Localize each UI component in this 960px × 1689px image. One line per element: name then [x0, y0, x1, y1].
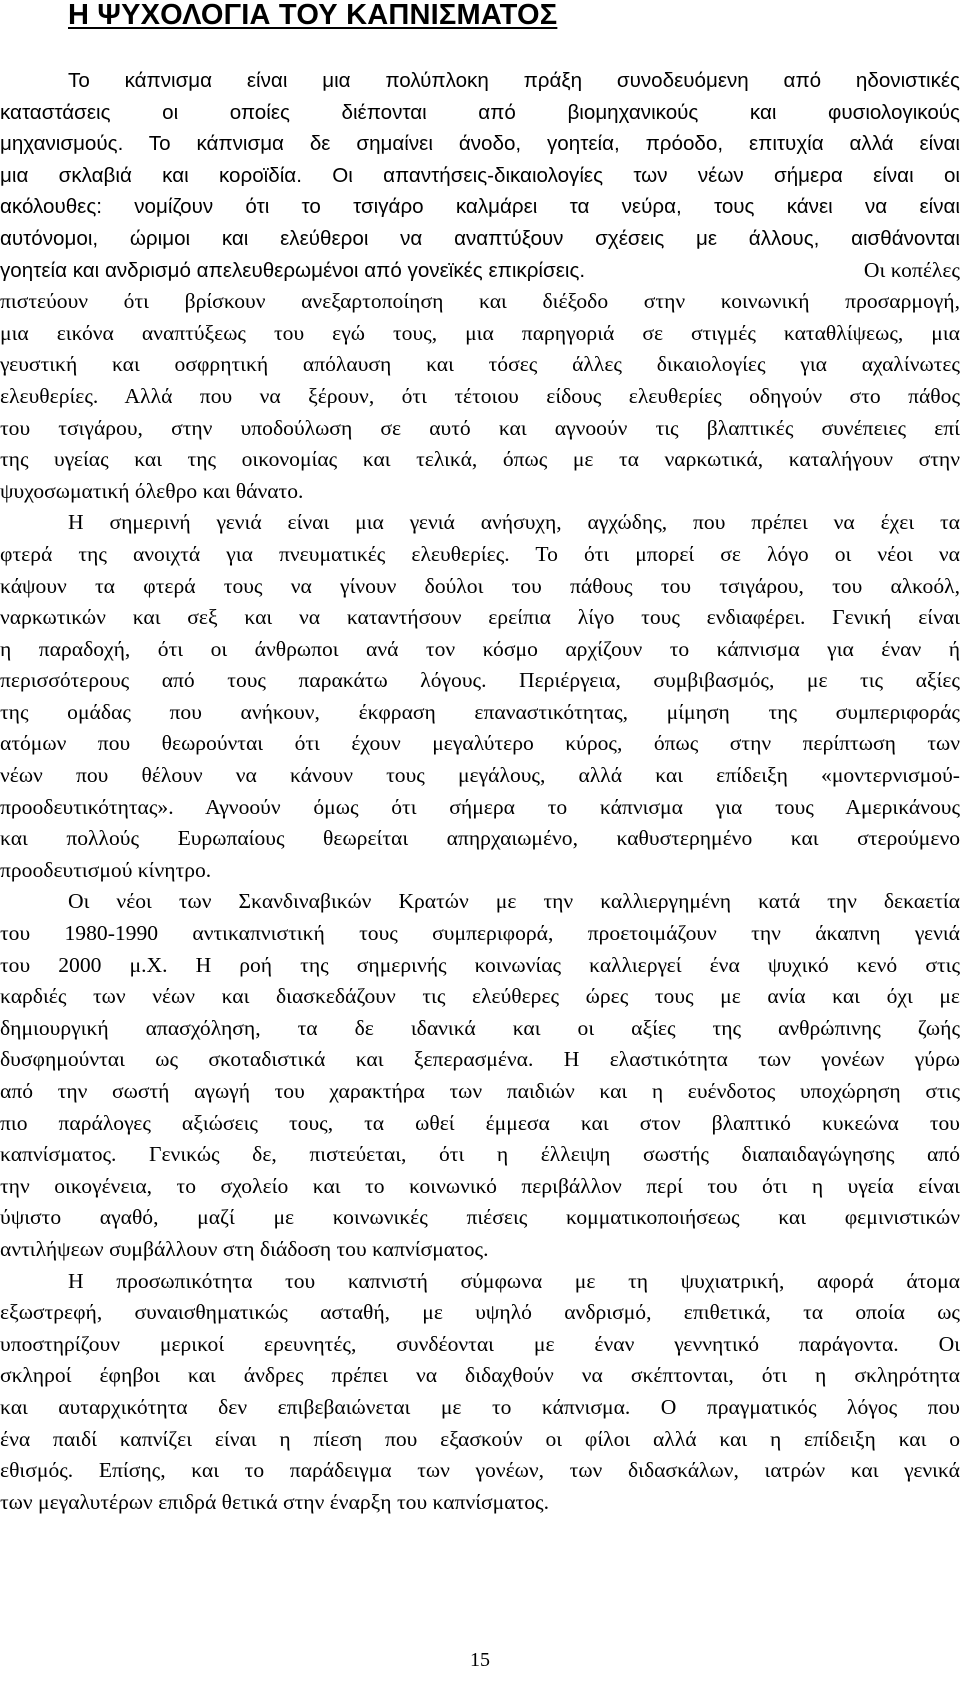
- text-line: Η προσωπικότητα του καπνιστή σύμφωνα με τη ψυχιατρική, αφορά άτομα: [68, 1268, 960, 1293]
- mixed-line: [0, 255, 960, 287]
- text-line: προοδευτισμού κίνητρο.: [0, 857, 212, 882]
- text-line: μηχανισμούς. Το κάπνισμα δε σημαίνει άνοδο, γοητεία, πρόοδο, επιτυχία αλλά είναι: [0, 132, 960, 156]
- text-line: Το κάπνισμα είναι μια πολύπλοκη πράξη συνοδευόμενη από ηδονιστικές: [68, 69, 960, 92]
- text-line: καταστάσεις οι οποίες διέπονται από βιομηχανικούς και φυσιολογικούς: [0, 100, 960, 124]
- text-line: ψυχοσωματική όλεθρο και θάνατο.: [0, 478, 304, 503]
- text-line: ατόμων που θεωρούνται ότι έχουν μεγαλύτερο κύρος, όπως στην περίπτωση των: [0, 731, 960, 756]
- text-line: εξωστρεφή, συναισθηματικώς ασταθή, με υψηλό ανδρισμό, επιθετικά, τα οποία ως: [0, 1300, 960, 1325]
- text-line: του 2000 μ.Χ. Η ροή της σημερινής κοινωνίας καλλιεργεί ένα ψυχικό κενό στις: [0, 952, 960, 977]
- text-line: πιστεύουν ότι βρίσκουν ανεξαρτοποίηση και διέξοδο στην κοινωνική προσαρμογή,: [0, 289, 960, 314]
- text-line: περισσότερους από τους παρακάτω λόγους. Περιέργεια, συμβιβασμός, με τις αξίες: [0, 668, 960, 693]
- text-line: η παραδοχή, ότι οι άνθρωποι ανά τον κόσμο αρχίζουν το κάπνισμα για έναν ή: [0, 636, 960, 661]
- text-line: σκληροί έφηβοι και άνδρες πρέπει να διδαχθούν να σκέπτονται, ότι η σκληρότητα: [0, 1363, 960, 1388]
- paragraph-1-continuation: [0, 286, 960, 507]
- text-line: νέων που θέλουν να κάνουν τους μεγάλους, αλλά και επίδειξη «μοντερνισμού-: [0, 763, 960, 788]
- text-segment: γοητεία και ανδρισμό απελευθερωμένοι από γονεϊκές επικρίσεις.: [0, 258, 586, 282]
- text-line: της υγείας και της οικονομίας και τελικά, όπως με τα ναρκωτικά, καταλήγουν στην: [0, 447, 960, 472]
- text-line: ύψιστο αγαθό, μαζί με κοινωνικές πιέσεις κομματικοποιήσεως και φεμινιστικών: [0, 1205, 960, 1230]
- text-line: ένα παιδί καπνίζει είναι η πίεση που εξασκούν οι φίλοι αλλά και η επίδειξη και ο: [0, 1426, 960, 1451]
- text-line: καρδιές των νέων και διασκεδάζουν τις ελεύθερες ώρες τους με ανία και όχι με: [0, 984, 960, 1009]
- text-line: υποστηρίζουν μερικοί ερευνητές, συνδέονται με έναν γεννητικό παράγοντα. Οι: [0, 1331, 960, 1356]
- text-line: πιο παράλογες αξιώσεις τους, τα ωθεί έμμεσα και στον βλαπτικό κυκεώνα του: [0, 1110, 960, 1135]
- text-line: και πολλούς Ευρωπαίους θεωρείται απηρχαιωμένο, καθυστερημένο και στερούμενο: [0, 826, 960, 851]
- text-line: του τσιγάρου, στην υποδούλωση σε αυτό και αγνοούν τις βλαπτικές συνέπειες επί: [0, 415, 960, 440]
- text-line: κάψουν τα φτερά τους να γίνουν δούλοι του πάθους του τσιγάρου, του αλκοόλ,: [0, 573, 960, 598]
- paragraph-4: [0, 1266, 960, 1519]
- text-line: του 1980-1990 αντικαπνιστική τους συμπεριφορά, προετοιμάζουν την άκαπνη γενιά: [0, 921, 960, 946]
- text-line: μια σκλαβιά και κοροϊδία. Οι απαντήσεις-δικαιολογίες των νέων σήμερα είναι οι: [0, 163, 960, 187]
- text-line: από την σωστή αγωγή του χαρακτήρα των παιδιών και η ευένδοτος υποχώρηση στις: [0, 1079, 960, 1103]
- paragraph-3: [0, 886, 960, 1265]
- text-line: αντιλήψεων συμβάλλουν στη διάδοση του καπνίσματος.: [0, 1236, 489, 1261]
- text-line: των μεγαλυτέρων επιδρά θετικά στην έναρξη του καπνίσματος.: [0, 1489, 549, 1514]
- text-line: της ομάδας που ανήκουν, έκφραση επαναστικότητας, μίμηση της συμπεριφοράς: [0, 699, 960, 724]
- text-line: αυτόνομοι, ώριμοι και ελεύθεροι να αναπτύξουν σχέσεις με άλλους, αισθάνονται: [0, 226, 960, 250]
- text-line: ελευθερίες. Αλλά που να ξέρουν, ότι τέτοιου είδους ελευθερίες οδηγούν στο πάθος: [0, 383, 960, 408]
- text-line: μια εικόνα αναπτύξεως του εγώ τους, μια παρηγοριά σε στιγμές καταθλίψεως, μια: [0, 320, 960, 345]
- text-line: Οι νέοι των Σκανδιναβικών Κρατών με την καλλιεργημένη κατά την δεκαετία: [68, 889, 960, 914]
- text-line: ακόλουθες: νομίζουν ότι το τσιγάρο καλμάρει τα νεύρα, τους κάνει να είναι: [0, 195, 960, 219]
- text-line: εθισμός. Επίσης, και το παράδειγμα των γονέων, των διδασκάλων, ιατρών και γενικά: [0, 1458, 960, 1483]
- body-text: [0, 65, 960, 1518]
- text-line: φτερά της ανοιχτά για πνευματικές ελευθερίες. Το ότι μπορεί σε λόγο οι νέοι να: [0, 541, 960, 566]
- text-segment: Οι κοπέλες: [863, 257, 960, 282]
- text-line: Η σημερινή γενιά είναι μια γενιά ανήσυχη, αγχώδης, που πρέπει να έχει τα: [68, 510, 960, 535]
- text-line: και αυταρχικότητα δεν επιβεβαιώνεται με το κάπνισμα. Ο πραγματικός λόγος που: [0, 1394, 960, 1419]
- text-line: την οικογένεια, το σχολείο και το κοινωνικό περιβάλλον περί του ότι η υγεία είναι: [0, 1173, 960, 1198]
- text-line: καπνίσματος. Γενικώς δε, πιστεύεται, ότι η έλλειψη σωστής διαπαιδαγώγησης από: [0, 1142, 960, 1167]
- page-title: Η ΨΥΧΟΛΟΓΙΑ ΤΟΥ ΚΑΠΝΙΣΜΑΤΟΣ: [68, 0, 558, 31]
- paragraph-1: [0, 65, 960, 286]
- paragraph-2: [0, 507, 960, 886]
- text-line: προοδευτικότητας». Αγνοούν όμως ότι σήμερα το κάπνισμα για τους Αμερικάνους: [0, 794, 960, 819]
- text-line: γευστική και οσφρητική απόλαυση και τόσες άλλες δικαιολογίες για αχαλίνωτες: [0, 352, 960, 377]
- page-number: 15: [470, 1649, 490, 1671]
- text-line: δημιουργική απασχόληση, τα δε ιδανικά και οι αξίες της ανθρώπινης ζωής: [0, 1015, 960, 1040]
- text-line: ναρκωτικών και σεξ και να καταντήσουν ερείπια λίγο τους ενδιαφέρει. Γενική είναι: [0, 605, 960, 630]
- text-line: δυσφημούνται ως σκοταδιστικά και ξεπερασμένα. Η ελαστικότητα των γονέων γύρω: [0, 1047, 960, 1072]
